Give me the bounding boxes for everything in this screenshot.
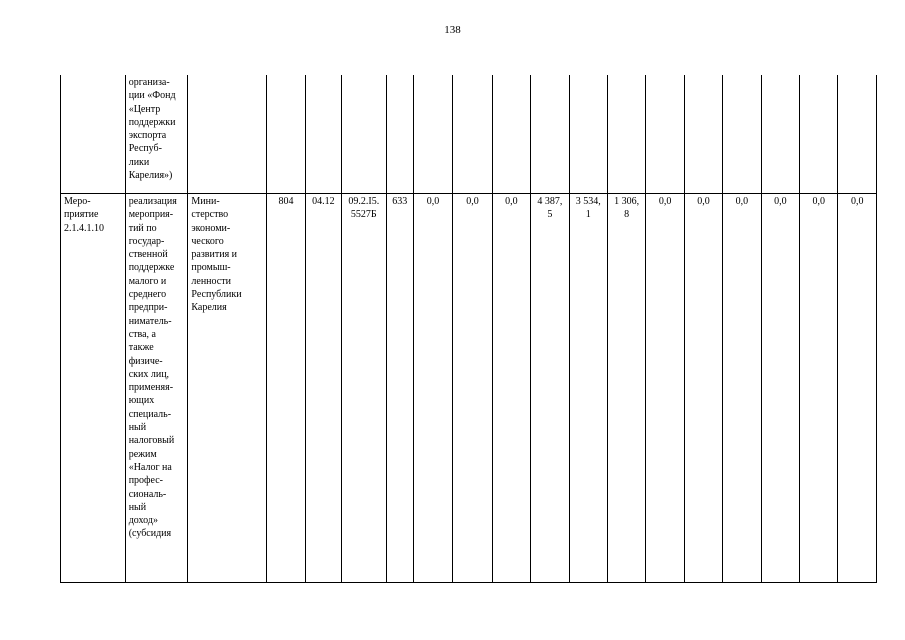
table-cell: 804 xyxy=(267,194,305,583)
table-cell xyxy=(607,75,645,194)
table-cell: 04.12 xyxy=(305,194,341,583)
table-row-main xyxy=(61,194,877,583)
table-cell: 0,0 xyxy=(413,194,452,583)
table-row-continued xyxy=(61,75,877,194)
table-cell: 0,0 xyxy=(453,194,492,583)
table-cell xyxy=(800,75,838,194)
budget-table xyxy=(60,75,877,583)
table-cell: 0,0 xyxy=(761,194,799,583)
table-cell xyxy=(453,75,492,194)
table-cell xyxy=(188,75,267,194)
table-cell xyxy=(61,75,126,194)
table-cell: реализация мероприя- тий по государ- ственной поддержке малого и среднего предпри- ниматель- ства, а также физиче- ских лиц, применяя- ющих специаль- ный налоговый режим «Налог на профес- сиональ- ный доход» (субсидия xyxy=(125,194,188,583)
table-cell: Мини- стерство экономи- ческого развития и промыш- ленности Республики Карелия xyxy=(188,194,267,583)
table-cell xyxy=(838,75,877,194)
table-cell: 4 387, 5 xyxy=(531,194,569,583)
table-cell: 0,0 xyxy=(684,194,722,583)
table-cell xyxy=(267,75,305,194)
table-cell: 09.2.I5. 5527Б xyxy=(342,194,386,583)
table-cell: 1 306, 8 xyxy=(607,194,645,583)
table-cell: 0,0 xyxy=(646,194,684,583)
table-cell: Меро- приятие 2.1.4.1.10 xyxy=(61,194,126,583)
table-cell xyxy=(646,75,684,194)
table-cell xyxy=(413,75,452,194)
table-cell: 3 534, 1 xyxy=(569,194,607,583)
table-cell xyxy=(531,75,569,194)
table-cell xyxy=(342,75,386,194)
page-number: 138 xyxy=(444,24,461,36)
table-cell: 0,0 xyxy=(800,194,838,583)
table-cell xyxy=(684,75,722,194)
table-body xyxy=(61,75,877,583)
table-cell: 0,0 xyxy=(723,194,761,583)
table-cell xyxy=(761,75,799,194)
table-cell: 633 xyxy=(386,194,413,583)
table-cell: 0,0 xyxy=(492,194,530,583)
table-cell xyxy=(723,75,761,194)
table-cell: организа- ции «Фонд «Центр поддержки экспорта Респуб- лики Карелия») xyxy=(125,75,188,194)
table-cell xyxy=(386,75,413,194)
table-cell xyxy=(492,75,530,194)
table-cell xyxy=(305,75,341,194)
table-cell: 0,0 xyxy=(838,194,877,583)
table-cell xyxy=(569,75,607,194)
